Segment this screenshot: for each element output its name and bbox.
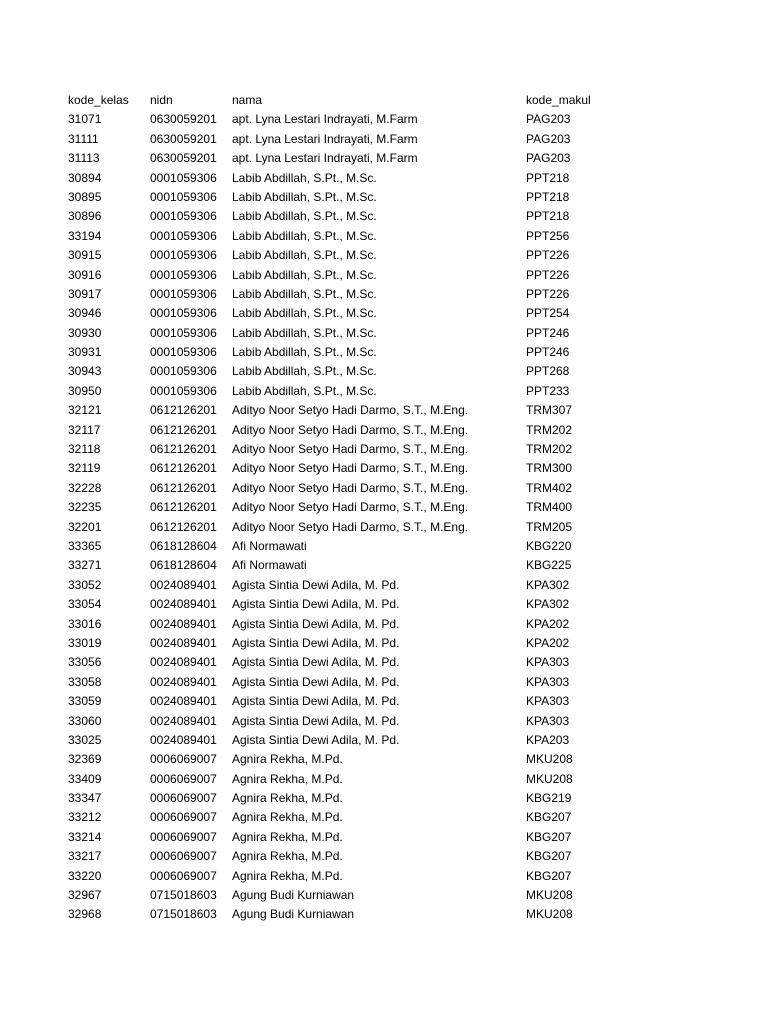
table-row (0, 576, 768, 595)
cell-nidn: 0618128604 (150, 558, 217, 573)
table-row (0, 847, 768, 866)
table-row (0, 498, 768, 517)
cell-nidn: 0006069007 (150, 810, 217, 825)
table-row (0, 789, 768, 808)
cell-kode-makul: KPA303 (526, 713, 570, 728)
cell-kode-makul: MKU208 (526, 907, 573, 922)
cell-nidn: 0001059306 (150, 267, 217, 282)
table-row (0, 169, 768, 188)
cell-nama: Agista Sintia Dewi Adila, M. Pd. (232, 597, 400, 612)
cell-kode-kelas: 33025 (68, 732, 102, 747)
table-row (0, 712, 768, 731)
cell-nama: apt. Lyna Lestari Indrayati, M.Farm (232, 131, 418, 146)
cell-nidn: 0612126201 (150, 422, 217, 437)
table-row (0, 653, 768, 672)
cell-kode-makul: KPA303 (526, 694, 570, 709)
cell-nidn: 0612126201 (150, 500, 217, 515)
cell-nidn: 0612126201 (150, 403, 217, 418)
cell-kode-kelas: 33271 (68, 558, 102, 573)
cell-nidn: 0024089401 (150, 635, 217, 650)
cell-kode-kelas: 32119 (68, 461, 101, 476)
cell-nama: Agnira Rekha, M.Pd. (232, 771, 343, 786)
cell-kode-makul: KBG207 (526, 829, 572, 844)
table-row (0, 382, 768, 401)
table-row (0, 362, 768, 381)
table-row (0, 110, 768, 129)
table-row (0, 673, 768, 692)
cell-kode-makul: TRM300 (526, 461, 573, 476)
cell-kode-makul: TRM400 (526, 500, 573, 515)
cell-nidn: 0715018603 (150, 907, 217, 922)
cell-nama: Agista Sintia Dewi Adila, M. Pd. (232, 732, 400, 747)
table-body (0, 110, 768, 924)
table-row (0, 886, 768, 905)
cell-nidn: 0024089401 (150, 577, 217, 592)
cell-nidn: 0006069007 (150, 849, 217, 864)
table-row (0, 808, 768, 827)
cell-nama: Labib Abdillah, S.Pt., M.Sc. (232, 209, 377, 224)
cell-nama: Agnira Rekha, M.Pd. (232, 810, 343, 825)
cell-nama: Adityo Noor Setyo Hadi Darmo, S.T., M.Eng. (232, 519, 469, 534)
table-row (0, 266, 768, 285)
cell-nama: Agnira Rekha, M.Pd. (232, 868, 343, 883)
cell-nama: Agung Budi Kurniawan (232, 907, 355, 922)
cell-kode-makul: PPT268 (526, 364, 570, 379)
cell-nama: Agnira Rekha, M.Pd. (232, 791, 343, 806)
cell-nama: apt. Lyna Lestari Indrayati, M.Farm (232, 151, 418, 166)
cell-nidn: 0001059306 (150, 325, 217, 340)
cell-nama: Agista Sintia Dewi Adila, M. Pd. (232, 635, 400, 650)
cell-nama: Agista Sintia Dewi Adila, M. Pd. (232, 713, 400, 728)
cell-nama: Labib Abdillah, S.Pt., M.Sc. (232, 364, 377, 379)
cell-kode-makul: PPT226 (526, 248, 570, 263)
cell-kode-kelas: 30915 (68, 248, 102, 263)
cell-kode-makul: PPT218 (526, 170, 570, 185)
cell-kode-makul: KPA303 (526, 655, 570, 670)
cell-nidn: 0006069007 (150, 868, 217, 883)
cell-nidn: 0024089401 (150, 694, 217, 709)
cell-kode-kelas: 32968 (68, 907, 102, 922)
cell-nama: Labib Abdillah, S.Pt., M.Sc. (232, 248, 377, 263)
cell-nama: Agnira Rekha, M.Pd. (232, 752, 343, 767)
cell-kode-makul: KPA202 (526, 635, 570, 650)
cell-kode-makul: PPT246 (526, 325, 570, 340)
cell-nidn: 0001059306 (150, 189, 217, 204)
cell-kode-kelas: 33214 (68, 829, 102, 844)
cell-nama: Agnira Rekha, M.Pd. (232, 849, 343, 864)
cell-kode-kelas: 30917 (68, 286, 102, 301)
cell-nidn: 0006069007 (150, 771, 217, 786)
cell-kode-kelas: 33059 (68, 694, 102, 709)
cell-kode-makul: MKU208 (526, 888, 573, 903)
cell-nidn: 0630059201 (150, 112, 217, 127)
cell-nama: Labib Abdillah, S.Pt., M.Sc. (232, 306, 377, 321)
header-nidn: nidn (150, 93, 173, 107)
cell-kode-kelas: 30950 (68, 383, 102, 398)
cell-kode-kelas: 30946 (68, 306, 102, 321)
cell-nidn: 0024089401 (150, 597, 217, 612)
cell-kode-kelas: 32201 (68, 519, 102, 534)
cell-kode-makul: PPT246 (526, 345, 570, 360)
cell-kode-kelas: 30896 (68, 209, 102, 224)
cell-kode-kelas: 32967 (68, 888, 102, 903)
table-row (0, 149, 768, 168)
table-row (0, 828, 768, 847)
cell-nama: Labib Abdillah, S.Pt., M.Sc. (232, 170, 377, 185)
table-header-row (0, 91, 768, 110)
cell-kode-makul: KBG225 (526, 558, 572, 573)
cell-kode-makul: PPT218 (526, 209, 570, 224)
cell-kode-makul: KBG207 (526, 810, 572, 825)
cell-kode-makul: PPT256 (526, 228, 570, 243)
table-row (0, 304, 768, 323)
cell-nama: Adityo Noor Setyo Hadi Darmo, S.T., M.Eng. (232, 461, 469, 476)
table-row (0, 207, 768, 226)
cell-kode-makul: TRM205 (526, 519, 573, 534)
cell-kode-kelas: 30916 (68, 267, 102, 282)
cell-kode-kelas: 33056 (68, 655, 102, 670)
table-row (0, 905, 768, 924)
cell-kode-kelas: 30894 (68, 170, 102, 185)
cell-kode-makul: PPT254 (526, 306, 570, 321)
cell-kode-makul: PPT226 (526, 267, 570, 282)
cell-kode-makul: PPT233 (526, 383, 570, 398)
cell-kode-kelas: 33212 (68, 810, 102, 825)
cell-nidn: 0001059306 (150, 383, 217, 398)
cell-kode-kelas: 33060 (68, 713, 102, 728)
cell-nama: Agung Budi Kurniawan (232, 888, 355, 903)
table-row (0, 246, 768, 265)
cell-kode-makul: KPA303 (526, 674, 570, 689)
cell-kode-makul: PAG203 (526, 131, 571, 146)
cell-kode-makul: PAG203 (526, 151, 571, 166)
cell-nama: Agnira Rekha, M.Pd. (232, 829, 343, 844)
cell-kode-kelas: 30931 (68, 345, 102, 360)
table-row (0, 227, 768, 246)
table-row (0, 731, 768, 750)
cell-nidn: 0612126201 (150, 461, 217, 476)
cell-nama: Adityo Noor Setyo Hadi Darmo, S.T., M.Eng. (232, 500, 469, 515)
table-row (0, 692, 768, 711)
cell-kode-kelas: 32369 (68, 752, 102, 767)
cell-nama: Adityo Noor Setyo Hadi Darmo, S.T., M.Eng. (232, 442, 469, 457)
cell-nama: Agista Sintia Dewi Adila, M. Pd. (232, 694, 400, 709)
table-row (0, 518, 768, 537)
cell-kode-kelas: 33220 (68, 868, 102, 883)
cell-kode-kelas: 33365 (68, 538, 102, 553)
cell-nama: Labib Abdillah, S.Pt., M.Sc. (232, 325, 377, 340)
cell-kode-makul: KBG219 (526, 791, 572, 806)
cell-kode-makul: KBG207 (526, 849, 572, 864)
cell-nidn: 0630059201 (150, 151, 217, 166)
cell-kode-kelas: 31113 (68, 151, 100, 166)
cell-nidn: 0024089401 (150, 616, 217, 631)
table-row (0, 130, 768, 149)
table-row (0, 537, 768, 556)
cell-nidn: 0024089401 (150, 713, 217, 728)
cell-kode-kelas: 33016 (68, 616, 102, 631)
cell-nidn: 0715018603 (150, 888, 217, 903)
cell-nidn: 0024089401 (150, 655, 217, 670)
cell-nama: Labib Abdillah, S.Pt., M.Sc. (232, 228, 377, 243)
table-row (0, 867, 768, 886)
table-row (0, 324, 768, 343)
cell-kode-makul: KPA302 (526, 577, 570, 592)
table-row (0, 188, 768, 207)
table-row (0, 343, 768, 362)
cell-kode-kelas: 33409 (68, 771, 102, 786)
cell-kode-makul: KBG220 (526, 538, 572, 553)
cell-nidn: 0024089401 (150, 674, 217, 689)
cell-nama: Afi Normawati (232, 558, 307, 573)
cell-nidn: 0001059306 (150, 248, 217, 263)
cell-kode-makul: TRM202 (526, 442, 573, 457)
cell-nama: Adityo Noor Setyo Hadi Darmo, S.T., M.Eng. (232, 403, 469, 418)
cell-kode-makul: TRM202 (526, 422, 573, 437)
cell-nama: Labib Abdillah, S.Pt., M.Sc. (232, 383, 377, 398)
table-row (0, 285, 768, 304)
table-row (0, 401, 768, 420)
header-nama: nama (232, 93, 263, 107)
cell-nidn: 0006069007 (150, 752, 217, 767)
table-row (0, 615, 768, 634)
cell-kode-makul: KPA202 (526, 616, 570, 631)
cell-kode-makul: KBG207 (526, 868, 572, 883)
cell-kode-makul: TRM307 (526, 403, 573, 418)
cell-nidn: 0001059306 (150, 170, 217, 185)
cell-nama: Labib Abdillah, S.Pt., M.Sc. (232, 345, 377, 360)
cell-nama: Agista Sintia Dewi Adila, M. Pd. (232, 577, 400, 592)
table-row (0, 440, 768, 459)
cell-nidn: 0001059306 (150, 209, 217, 224)
table-row (0, 595, 768, 614)
cell-kode-kelas: 33054 (68, 597, 102, 612)
cell-nidn: 0612126201 (150, 480, 217, 495)
cell-nama: Agista Sintia Dewi Adila, M. Pd. (232, 655, 400, 670)
table-row (0, 770, 768, 789)
cell-nidn: 0001059306 (150, 286, 217, 301)
cell-nama: Agista Sintia Dewi Adila, M. Pd. (232, 674, 400, 689)
cell-nama: Adityo Noor Setyo Hadi Darmo, S.T., M.Eng. (232, 422, 469, 437)
cell-kode-kelas: 32118 (68, 442, 101, 457)
cell-nama: Agista Sintia Dewi Adila, M. Pd. (232, 616, 400, 631)
data-table (0, 91, 768, 925)
table-row (0, 634, 768, 653)
cell-kode-kelas: 31071 (68, 112, 102, 127)
cell-kode-makul: MKU208 (526, 771, 573, 786)
table-row (0, 479, 768, 498)
cell-kode-makul: TRM402 (526, 480, 573, 495)
cell-kode-makul: MKU208 (526, 752, 573, 767)
cell-kode-kelas: 32228 (68, 480, 102, 495)
cell-kode-kelas: 30930 (68, 325, 102, 340)
cell-kode-kelas: 33347 (68, 791, 102, 806)
cell-nidn: 0630059201 (150, 131, 217, 146)
cell-kode-kelas: 32121 (68, 403, 102, 418)
cell-nidn: 0006069007 (150, 791, 217, 806)
header-kode-makul: kode_makul (526, 93, 591, 107)
cell-kode-makul: KPA203 (526, 732, 570, 747)
cell-kode-makul: PAG203 (526, 112, 571, 127)
cell-kode-kelas: 30895 (68, 189, 102, 204)
cell-kode-kelas: 33194 (68, 228, 102, 243)
cell-kode-kelas: 33019 (68, 635, 102, 650)
cell-nidn: 0612126201 (150, 519, 217, 534)
cell-nidn: 0024089401 (150, 732, 217, 747)
cell-nidn: 0618128604 (150, 538, 217, 553)
cell-nama: Labib Abdillah, S.Pt., M.Sc. (232, 286, 377, 301)
cell-kode-makul: PPT218 (526, 189, 570, 204)
cell-kode-kelas: 33217 (68, 849, 102, 864)
cell-nama: apt. Lyna Lestari Indrayati, M.Farm (232, 112, 418, 127)
cell-kode-kelas: 32117 (68, 422, 101, 437)
cell-nidn: 0006069007 (150, 829, 217, 844)
table-row (0, 750, 768, 769)
cell-nidn: 0001059306 (150, 306, 217, 321)
table-row (0, 459, 768, 478)
cell-nidn: 0001059306 (150, 345, 217, 360)
cell-nidn: 0612126201 (150, 442, 217, 457)
cell-kode-makul: PPT226 (526, 286, 570, 301)
cell-kode-kelas: 33052 (68, 577, 102, 592)
table-row (0, 556, 768, 575)
cell-nama: Labib Abdillah, S.Pt., M.Sc. (232, 267, 377, 282)
cell-kode-kelas: 32235 (68, 500, 102, 515)
cell-nama: Afi Normawati (232, 538, 307, 553)
cell-kode-kelas: 31111 (68, 131, 99, 146)
cell-kode-kelas: 33058 (68, 674, 102, 689)
cell-nama: Labib Abdillah, S.Pt., M.Sc. (232, 189, 377, 204)
cell-kode-kelas: 30943 (68, 364, 102, 379)
cell-nidn: 0001059306 (150, 228, 217, 243)
cell-kode-makul: KPA302 (526, 597, 570, 612)
cell-nidn: 0001059306 (150, 364, 217, 379)
cell-nama: Adityo Noor Setyo Hadi Darmo, S.T., M.Eng. (232, 480, 469, 495)
table-row (0, 421, 768, 440)
header-kode-kelas: kode_kelas (68, 93, 129, 107)
